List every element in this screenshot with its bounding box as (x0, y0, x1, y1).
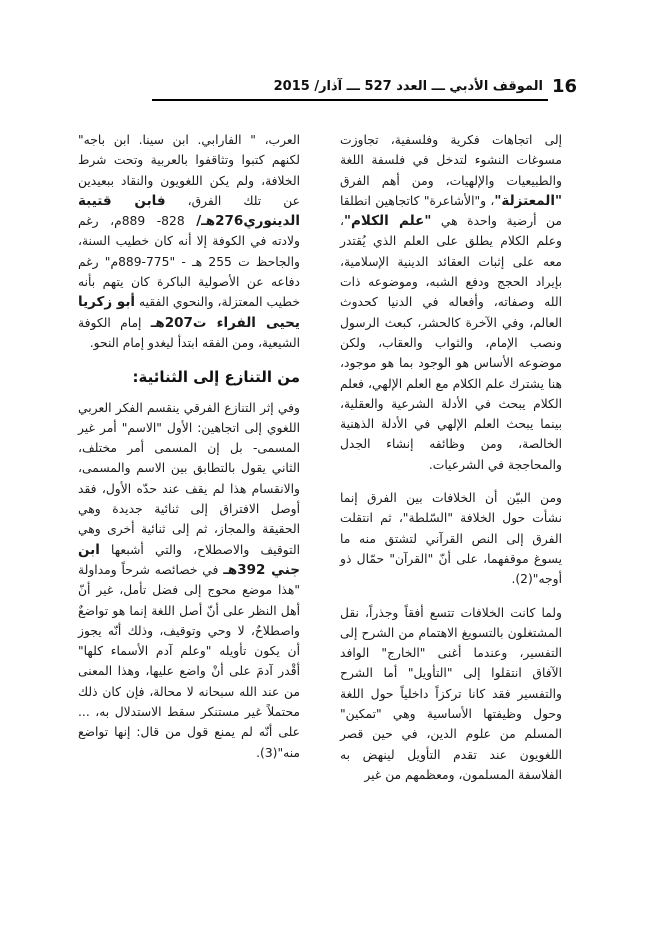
text: 828- 889م، رغم ولادته في الكوفة إلا أنه كان خطيب السنة، والجاحظ ت 255 هـ - "775-889م" رغم دفاعه عن الأصولية الباكرة كان يتهم بأنه خطيب المعتزلة، والنحوي الفقيه (78, 214, 300, 310)
right-column (340, 130, 562, 785)
text: إمام الكوفة الشيعية، ومن الفقه ابتدأ ليغدو إمام النحو. (78, 315, 300, 350)
text: إلى اتجاهات فكرية وفلسفية، تجاوزت مسوغات النشوء لتدخل في فلسفة اللغة والطبيعيات والإلهيات، ومن أهم الفرق (340, 133, 562, 188)
page-number: 16 (551, 76, 577, 97)
term-mutazila: "المعتزلة" (494, 192, 562, 209)
name-ibn-qutayba: فابن قتيبة الدينوري276هـ/ (78, 192, 300, 230)
term-ilm-alkalam: "علم الكلام" (343, 213, 432, 230)
text: وفي إثر التنازع الفرقي ينقسم الفكر العربي اللغوي إلى اتجاهين: الأول "الاسم" أمر غير المسمى- بل إن المسمى أمر مختلف، الثاني يقول بالتطابق بين الاسم والمسمى، والانقسام هذا لم يقف عند حدّه الأول، فقد أوصل الافتراق إلى ثنائية جديدة وهي الحقيقة والمجاز، ثم إلى ثنائية أخرى وهي التوقيف والاصطلاح، والتي أشبعها (78, 400, 300, 557)
paragraph: ولما كانت الخلافات تتسع أفقاً وجذراً، نقل المشتغلون بالتسويغ الاهتمام من الشرح إلى التفسير، وعندما أغنى "الخارج" الوافد الآفاق انتقلوا إلى "التأويل" أما الشرح والتفسير فقد كانا تركزاً داخلياً حول اللغة وحول وظيفتها الأساسية وهي "تمكين" المسلم من علوم الدين، في حين قصر اللغويون عند تقدم التأويل لينهض به الفلاسفة المسلمون، ومعظمهم من غير (340, 605, 562, 782)
running-head: الموقف الأدبي ـــ العدد 527 ـــ آذار/ 2015 (273, 79, 543, 94)
section-heading: من التنازع إلى الثنائية: (132, 368, 300, 387)
paragraph: ومن البيّن أن الخلافات بين الفرق إنما نشأت حول الخلافة "السّلطة"، ثم انتقلت الفرق إلى النص القرآني لتشتق منه ما يسوغ موقفهما، على أنّ "القرآن" حمّال ذو أوجه"(2). (340, 491, 562, 587)
text: العرب، " الفارابي. ابن سينا. ابن باجه" لكنهم كتبوا وتثاقفوا بالعربية وتحت شرط الخلافة، ولم يكن اللغويون والنقاد ببعيدين عن تلك الفرق، (78, 133, 300, 208)
name-ibn-jinni: ابن جني 392هـ (78, 541, 300, 578)
paragraph (78, 398, 300, 763)
header-rule (152, 99, 548, 101)
text: ، وعلم الكلام يطلق على العلم الذي يُقتدر معه على إثبات العقائد الدينية الإسلامية، بإيراد الحجج ودفع الشبه، وموضوعه ذات الله وصفاته، وأفعاله في الدنيا كحدوث العالم، وفي الآخرة كالحشر، كبعث الرسول ونصب الإمام، والثواب والعقاب، ولكن موضوعه الأساس هو الوجود بما هو موجود، هنا يشترك علم الكلام مع العلم الإلهي، فعلم الكلام يبحث في الأدلة الشرعية والعقلية، بينما يبحث العلم الإلهي في الأدلة الذهنية الخالصة، ومن وظائفه إنشاء الجدل والمحاججة في الشرعيات. (340, 214, 562, 472)
text: ، و"الأشاعرة" كاتجاهين انطلقا من أرضية واحدة هي (340, 193, 562, 229)
name-al-farra: أبو زكريا يحيى الفراء ت207هـ (78, 294, 300, 331)
text: في خصائصه شرحاً ومداولة "هذا موضع محوج إلى فضل تأمل، غير أنّ أهل النظر على أنّ أصل اللغة إنما هو تواضعٌ واصطلاحٌ، لا وحي وتوقيف، وذلك أنّه يجوز أن يكون تأويله "وعلم آدم الأسماء كلها" أقْدر آدمَ على أنْ واضع عليها، وهذا المعنى من عند الله سبحانه لا محالة، فإن كان ذلك محتملاً غير مستنكر سقط الاستدلال به، ... على أنّه لم يمنع قول من قال: إنها تواضع منه"(3). (78, 562, 300, 760)
paragraph (78, 130, 300, 353)
paragraph (340, 130, 562, 475)
left-column (78, 130, 300, 763)
